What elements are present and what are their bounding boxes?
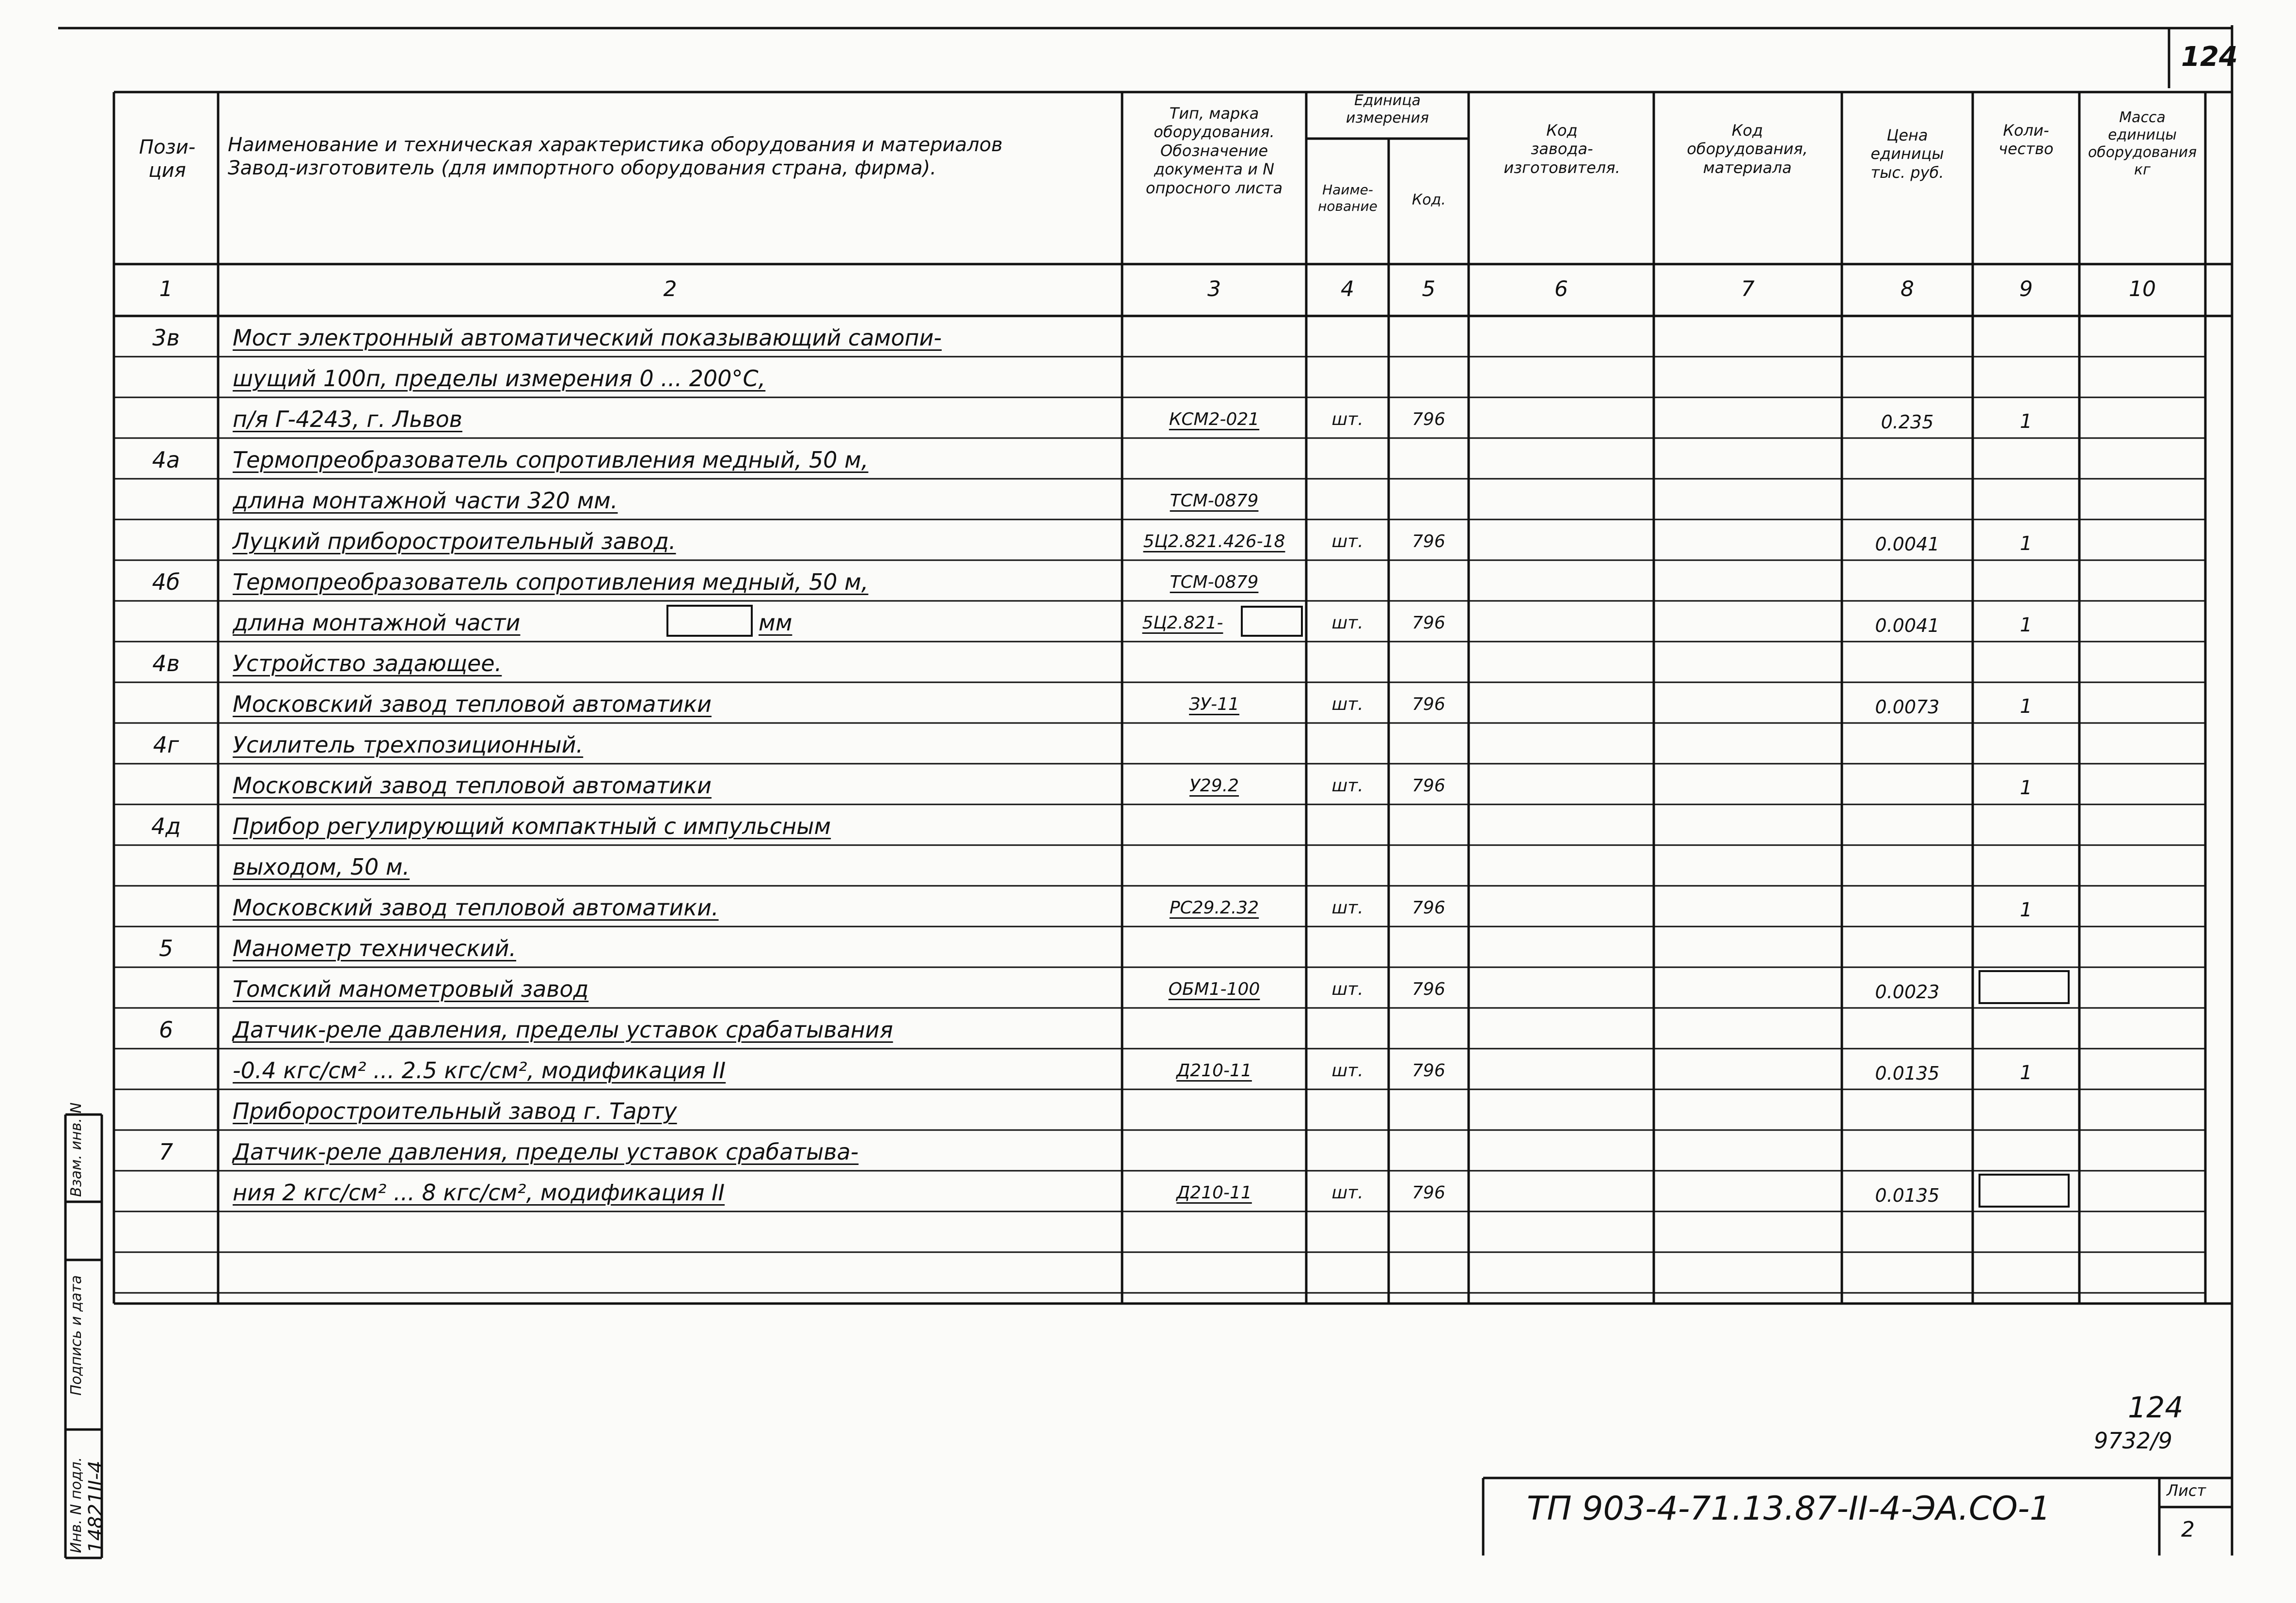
- header-equip-code-text: Код оборудования, материала: [1687, 121, 1808, 177]
- column-number: 6: [1554, 277, 1568, 301]
- cell-unit: шт.: [1331, 532, 1363, 551]
- cell-position: 7: [158, 1139, 174, 1165]
- cell-type: ОБМ1-100: [1168, 979, 1260, 999]
- cell-price: 0.0041: [1875, 615, 1940, 636]
- cell-unit-code: 796: [1412, 776, 1445, 796]
- cell-qty: 1: [2020, 899, 2032, 921]
- header-name-text: Наименование и техническая характеристика оборудования и материалов Завод-изготовитель (для импортного оборудования страна, фирма).: [228, 134, 1003, 179]
- column-number: 7: [1741, 277, 1755, 301]
- header-name: [228, 133, 1117, 180]
- cell-unit-code: 796: [1412, 694, 1445, 714]
- cell-name: Устройство задающее.: [233, 650, 502, 676]
- cell-name: Прибор регулирующий компактный с импульсным: [233, 813, 831, 839]
- sheet-number-top: 124: [2181, 41, 2238, 73]
- column-number: 1: [159, 277, 173, 301]
- document-code: ТП 903-4-71.13.87-II-4-ЭА.СО-1: [1527, 1490, 2051, 1528]
- cell-name: Датчик-реле давления, пределы уставок срабатыва-: [233, 1139, 859, 1165]
- header-position-text: Пози- ция: [139, 136, 196, 182]
- cell-unit: шт.: [1331, 776, 1363, 796]
- cell-name: Московский завод тепловой автоматики.: [233, 895, 719, 921]
- cell-unit: шт.: [1331, 898, 1363, 918]
- cell-unit-code: 796: [1412, 1183, 1445, 1203]
- cell-type: 5Ц2.821.426-18: [1143, 532, 1285, 551]
- cell-unit: шт.: [1331, 409, 1363, 429]
- cell-name: Термопреобразователь сопротивления медный, 50 м,: [233, 569, 869, 595]
- cell-unit-code: 796: [1412, 898, 1445, 918]
- cell-unit-code: 796: [1412, 409, 1445, 429]
- cell-position: 4д: [151, 813, 181, 839]
- header-qty: [1975, 121, 2077, 158]
- cell-name: Томский манометровый завод: [233, 976, 589, 1002]
- header-equip-code: [1655, 121, 1839, 177]
- cell-unit: шт.: [1331, 613, 1363, 633]
- cell-qty: 1: [2020, 410, 2032, 433]
- cell-position: 3в: [152, 325, 180, 351]
- header-unit-name-text: Наиме- нование: [1318, 182, 1378, 214]
- header-position: [119, 136, 216, 182]
- cell-name: п/я Г-4243, г. Львов: [233, 406, 462, 432]
- cell-position: 4б: [152, 569, 180, 595]
- column-number: 10: [2129, 277, 2156, 301]
- cell-name: Датчик-реле давления, пределы уставок срабатывания: [233, 1017, 893, 1043]
- cell-qty: 1: [2020, 533, 2032, 555]
- qty-blank-field[interactable]: [1979, 970, 2070, 1004]
- cell-qty: 1: [2020, 614, 2032, 636]
- header-plant-code-text: Код завода- изготовителя.: [1504, 121, 1620, 177]
- bottom-sheet-number: 124: [2128, 1391, 2184, 1425]
- list-label: Лист: [2167, 1481, 2206, 1500]
- list-value: 2: [2181, 1517, 2195, 1542]
- qty-blank-field[interactable]: [1979, 1174, 2070, 1208]
- bottom-sheet-code: 9732/9: [2094, 1428, 2172, 1454]
- cell-qty: 1: [2020, 695, 2032, 718]
- cell-name: выходом, 50 м.: [233, 854, 410, 880]
- cell-price: 0.0135: [1875, 1185, 1940, 1206]
- header-unit-group-text: Единица измерения: [1346, 92, 1429, 126]
- header-qty-text: Коли- чество: [1998, 121, 2054, 158]
- header-plant-code: [1471, 121, 1653, 177]
- cell-qty: 1: [2020, 1062, 2032, 1084]
- cell-type: Д210-11: [1176, 1061, 1252, 1081]
- cell-unit: шт.: [1331, 1183, 1363, 1203]
- header-price-text: Цена единицы тыс. руб.: [1870, 126, 1944, 182]
- header-unit-code-text: Код.: [1412, 191, 1446, 208]
- cell-name-suffix: мм: [759, 610, 792, 636]
- header-unit-code: [1390, 191, 1468, 209]
- header-mass-text: Масса единицы оборудования кг: [2088, 109, 2197, 178]
- cell-name: шущий 100п, пределы измерения 0 ... 200°С,: [233, 365, 766, 392]
- cell-name: Усилитель трехпозиционный.: [233, 732, 584, 758]
- cell-unit-code: 796: [1412, 979, 1445, 999]
- cell-position: 5: [158, 935, 174, 961]
- cell-unit: шт.: [1331, 1061, 1363, 1081]
- cell-name: Луцкий приборостроительный завод.: [233, 528, 676, 554]
- cell-unit-code: 796: [1412, 532, 1445, 551]
- cell-price: 0.0041: [1875, 534, 1940, 555]
- cell-price: 0.235: [1881, 411, 1934, 433]
- cell-type: У29.2: [1189, 776, 1239, 796]
- column-number: 2: [663, 277, 677, 301]
- cell-name: Московский завод тепловой автоматики: [233, 691, 712, 717]
- cell-type: ТСМ-0879: [1170, 572, 1259, 592]
- cell-position: 4а: [152, 447, 180, 473]
- cell-name: длина монтажной части: [233, 610, 521, 636]
- cell-name: Манометр технический.: [233, 935, 516, 961]
- cell-unit-code: 796: [1412, 1061, 1445, 1081]
- cell-type: РС29.2.32: [1169, 898, 1259, 918]
- header-type: [1124, 104, 1304, 197]
- cell-name: Мост электронный автоматический показывающий самопи-: [233, 325, 942, 351]
- cell-position: 6: [158, 1017, 174, 1043]
- cell-position: 4в: [152, 650, 180, 676]
- cell-price: 0.0023: [1875, 981, 1940, 1003]
- length-blank-field[interactable]: [666, 605, 753, 637]
- header-unit-group: [1309, 92, 1466, 127]
- column-number: 8: [1900, 277, 1914, 301]
- type-blank-field[interactable]: [1241, 606, 1303, 637]
- cell-position: 4г: [153, 732, 179, 758]
- cell-unit: шт.: [1331, 694, 1363, 714]
- header-mass: [2080, 109, 2204, 179]
- cell-type: Д210-11: [1176, 1183, 1252, 1203]
- cell-price: 0.0135: [1875, 1063, 1940, 1084]
- header-type-text: Тип, марка оборудования. Обозначение документа и N опросного листа: [1145, 104, 1283, 197]
- column-number: 4: [1341, 277, 1354, 301]
- cell-price: 0.0073: [1875, 696, 1940, 718]
- side-inv-label: Инв. N подл.: [68, 1457, 85, 1553]
- cell-name: длина монтажной части 320 мм.: [233, 487, 618, 514]
- cell-type: КСМ2-021: [1169, 409, 1260, 429]
- cell-type: ТСМ-0879: [1170, 491, 1259, 511]
- cell-type: 5Ц2.821-: [1142, 613, 1223, 633]
- side-replace-label: Взам. инв. N: [68, 1102, 85, 1197]
- cell-name: -0.4 кгс/см² ... 2.5 кгс/см², модификация II: [233, 1057, 726, 1084]
- cell-unit: шт.: [1331, 979, 1363, 999]
- cell-type: ЗУ-11: [1189, 694, 1239, 714]
- cell-name: Приборостроительный завод г. Тарту: [233, 1098, 677, 1124]
- side-signature-label: Подпись и дата: [68, 1275, 85, 1396]
- side-inv-value: 14821II-4: [85, 1461, 107, 1553]
- header-unit-name: [1308, 182, 1388, 214]
- cell-name: ния 2 кгс/см² ... 8 кгс/см², модификация II: [233, 1179, 725, 1206]
- column-number: 3: [1207, 277, 1221, 301]
- column-number: 5: [1422, 277, 1436, 301]
- cell-qty: 1: [2020, 777, 2032, 799]
- cell-name: Московский завод тепловой автоматики: [233, 772, 712, 799]
- column-number: 9: [2019, 277, 2033, 301]
- cell-unit-code: 796: [1412, 613, 1445, 633]
- header-price: [1844, 126, 1970, 182]
- cell-name: Термопреобразователь сопротивления медный, 50 м,: [233, 447, 869, 473]
